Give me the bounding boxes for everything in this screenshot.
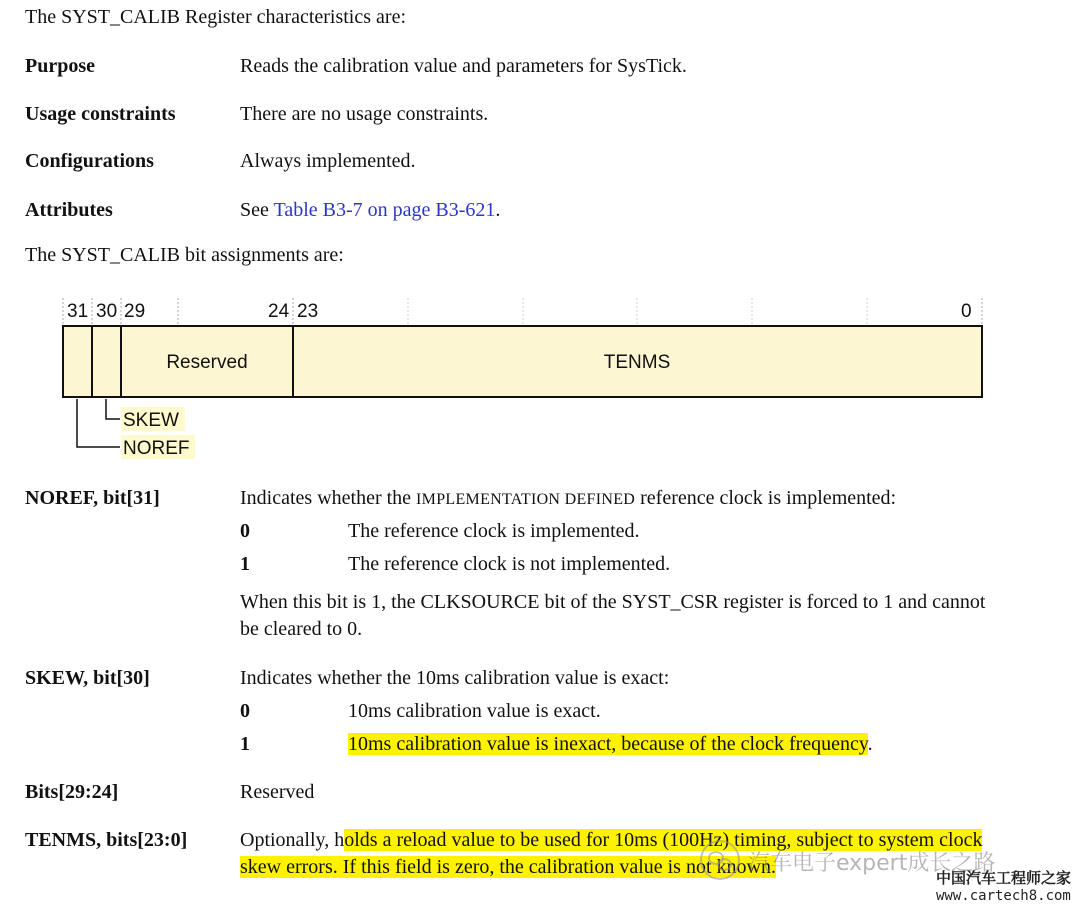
noref-value-1: 1 xyxy=(240,553,250,575)
skew-description: Indicates whether the 10ms calibration value is exact: xyxy=(240,667,670,689)
table-b3-7-link[interactable]: Table B3-7 on page B3-621 xyxy=(273,199,496,221)
intro-text: The SYST_CALIB Register characteristics are: xyxy=(25,6,406,28)
char-text-configurations: Always implemented. xyxy=(240,150,416,172)
callout-lines xyxy=(77,399,120,447)
attributes-suffix: . xyxy=(495,199,501,221)
tenms-line1-highlight: olds a reload value to be used for 10ms (100Hz) timing, subject to system clock xyxy=(344,829,983,851)
skew-value-1: 1 xyxy=(240,733,250,755)
noref-value-0: 0 xyxy=(240,520,250,542)
noref-note-line1: When this bit is 1, the CLKSOURCE bit of the SYST_CSR register is forced to 1 and cannot xyxy=(240,591,986,613)
attributes-prefix: See xyxy=(240,199,274,221)
skew-value-1-highlight: 10ms calibration value is inexact, because of the clock frequency xyxy=(348,733,868,755)
wechat-logo-icon xyxy=(700,840,740,880)
noref-desc-smallcaps: IMPLEMENTATION DEFINED xyxy=(416,491,636,508)
tenms-line2 xyxy=(240,856,776,879)
skew-value-1-text xyxy=(348,733,873,756)
noref-description xyxy=(240,487,896,510)
noref-desc-post: reference clock is implemented: xyxy=(635,487,897,509)
bit-number-31: 31 xyxy=(67,301,89,322)
watermark-site-name: 中国汽车工程师之家 xyxy=(936,869,1072,887)
field-reserved-label: Reserved xyxy=(166,352,248,373)
char-label-purpose: Purpose xyxy=(25,55,95,77)
char-label-attributes: Attributes xyxy=(25,199,113,221)
bit-number-23: 23 xyxy=(297,301,319,322)
bit-assignments-intro: The SYST_CALIB bit assignments are: xyxy=(25,244,344,266)
bit-number-29: 29 xyxy=(124,301,146,322)
bit-ruler xyxy=(63,298,982,326)
bits-29-24-label: Bits[29:24] xyxy=(25,781,119,803)
noref-value-0-text: The reference clock is implemented. xyxy=(348,520,640,542)
skew-value-0: 0 xyxy=(240,700,250,722)
char-label-usage: Usage constraints xyxy=(25,103,176,125)
skew-label: SKEW, bit[30] xyxy=(25,667,150,689)
skew-value-0-text: 10ms calibration value is exact. xyxy=(348,700,601,722)
char-text-usage: There are no usage constraints. xyxy=(240,103,489,125)
noref-label: NOREF, bit[31] xyxy=(25,487,160,509)
bits-29-24-text: Reserved xyxy=(240,781,315,803)
field-tenms-label: TENMS xyxy=(603,352,671,373)
field-noref-cell xyxy=(63,326,92,397)
noref-note-line2: be cleared to 0. xyxy=(240,618,363,640)
tenms-label: TENMS, bits[23:0] xyxy=(25,829,188,851)
callout-noref: NOREF xyxy=(123,438,190,459)
noref-desc-pre: Indicates whether the xyxy=(240,487,417,509)
bit-number-24: 24 xyxy=(268,301,290,322)
tenms-line2-highlight: skew errors. If this field is zero, the calibration value is not known. xyxy=(240,856,776,878)
field-skew-cell xyxy=(92,326,121,397)
watermark-account-name: 汽车电子expert成长之路 xyxy=(748,851,996,876)
callout-skew: SKEW xyxy=(123,410,179,431)
char-text-purpose: Reads the calibration value and parameters for SysTick. xyxy=(240,55,687,77)
skew-value-1-period: . xyxy=(867,733,873,755)
bit-number-0: 0 xyxy=(961,301,972,322)
tenms-line1-pre: Optionally, h xyxy=(240,829,345,851)
noref-value-1-text: The reference clock is not implemented. xyxy=(348,553,671,575)
char-label-configurations: Configurations xyxy=(25,150,154,172)
watermark-url: www.cartech8.com xyxy=(936,888,1071,904)
bit-number-30: 30 xyxy=(96,301,118,322)
